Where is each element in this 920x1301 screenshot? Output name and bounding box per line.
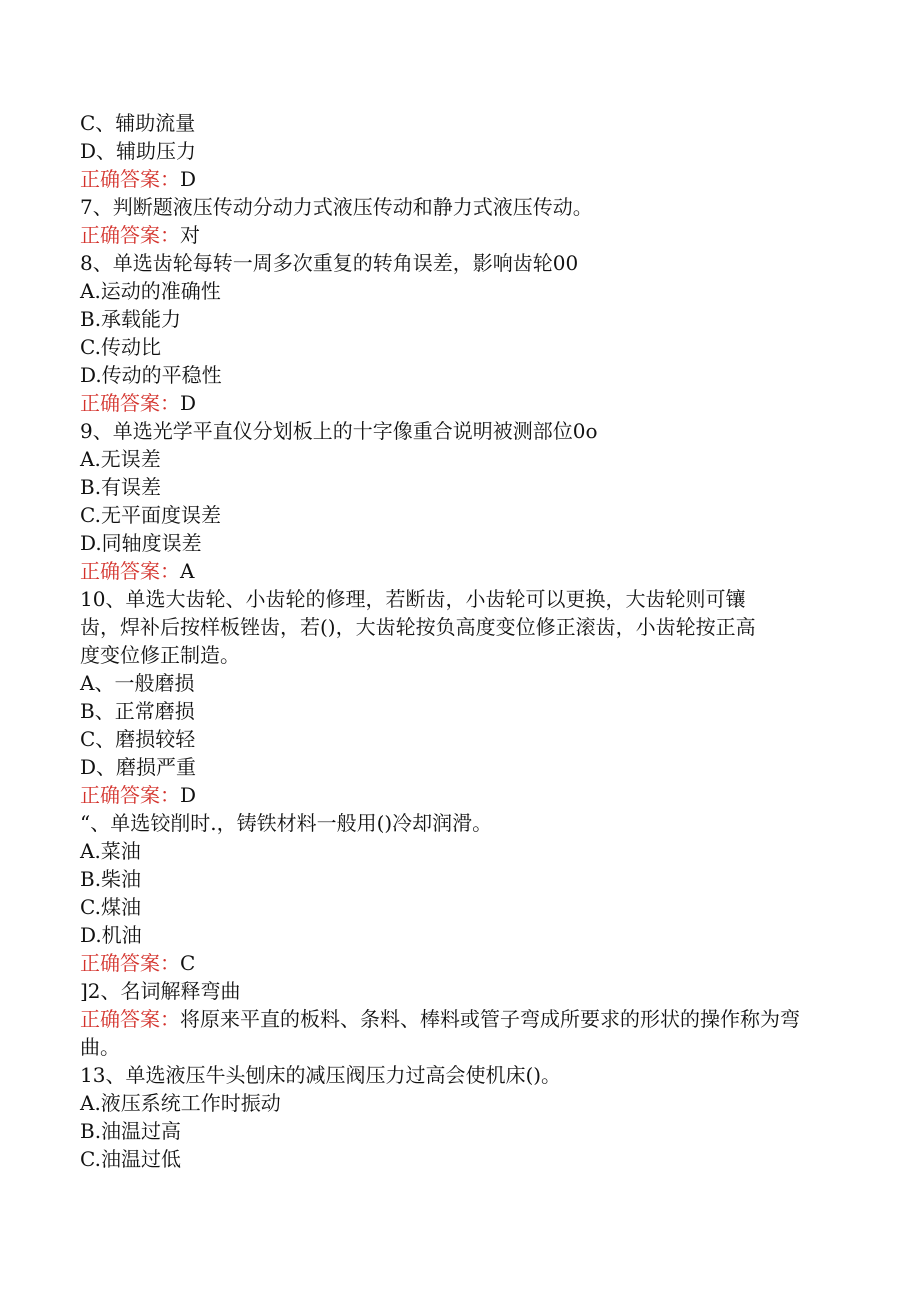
text-line: C.无平面度误差 — [80, 503, 221, 527]
answer-value: 将原来平直的板料、条料、棒料或管子弯成所要求的形状的操作称为弯曲。 — [80, 1007, 800, 1059]
answer-label: 正确答案： — [80, 167, 180, 191]
answer-label: 正确答案： — [80, 951, 180, 975]
text-line: B.有误差 — [80, 475, 162, 499]
answer-value: C — [180, 951, 196, 975]
text-line: 7、判断题液压传动分动力式液压传动和静力式液压传动。 — [80, 195, 593, 219]
text-line: D.同轴度误差 — [80, 531, 202, 555]
answer-label: 正确答案： — [80, 1007, 180, 1031]
text-line: 10、单选大齿轮、小齿轮的修理，若断齿，小齿轮可以更换，大齿轮则可镶 — [80, 587, 746, 611]
answer-value: 对 — [180, 223, 200, 247]
text-line: D、辅助压力 — [80, 139, 197, 163]
answer-label: 正确答案： — [80, 391, 180, 415]
text-line: C.油温过低 — [80, 1147, 181, 1171]
text-line: C、磨损较轻 — [80, 727, 196, 751]
text-line: C、辅助流量 — [80, 111, 196, 135]
answer-label: 正确答案： — [80, 783, 180, 807]
text-line: B、正常磨损 — [80, 699, 195, 723]
answer-line — [80, 781, 825, 809]
answer-line — [80, 557, 825, 585]
text-line: C.传动比 — [80, 335, 161, 359]
text-line: 度变位修正制造。 — [80, 643, 240, 667]
answer-value: A — [180, 559, 195, 583]
text-line: D、磨损严重 — [80, 755, 197, 779]
document-page — [80, 109, 825, 1173]
text-line: A、一般磨损 — [80, 671, 195, 695]
answer-label: 正确答案： — [80, 223, 180, 247]
text-line: 13、单选液压牛头刨床的减压阀压力过高会使机床()。 — [80, 1063, 562, 1087]
text-line: A.运动的准确性 — [80, 279, 221, 303]
text-line: “、单选铰削时.，铸铁材料一般用()冷却润滑。 — [80, 811, 493, 835]
answer-value: D — [180, 391, 197, 415]
text-line: 9、单选光学平直仪分划板上的十字像重合说明被测部位0o — [80, 419, 598, 443]
text-line: A.无误差 — [80, 447, 161, 471]
answer-value: D — [180, 167, 197, 191]
answer-label: 正确答案： — [80, 559, 180, 583]
text-line: ]2、名词解释弯曲 — [80, 979, 241, 1003]
text-line: B.油温过高 — [80, 1119, 182, 1143]
answer-line — [80, 1005, 825, 1061]
answer-line — [80, 165, 825, 193]
text-line: C.煤油 — [80, 895, 141, 919]
answer-line — [80, 389, 825, 417]
text-line: A.菜油 — [80, 839, 141, 863]
text-line: B.承载能力 — [80, 307, 182, 331]
answer-line — [80, 949, 825, 977]
answer-line — [80, 221, 825, 249]
text-line: D.传动的平稳性 — [80, 363, 222, 387]
text-line: 8、单选齿轮每转一周多次重复的转角误差，影响齿轮00 — [80, 251, 579, 275]
answer-value: D — [180, 783, 197, 807]
text-line: 齿，焊补后按样板锉齿，若()，大齿轮按负高度变位修正滚齿，小齿轮按正高 — [80, 615, 756, 639]
text-line: A.液压系统工作时振动 — [80, 1091, 281, 1115]
text-line: B.柴油 — [80, 867, 142, 891]
text-line: D.机油 — [80, 923, 142, 947]
